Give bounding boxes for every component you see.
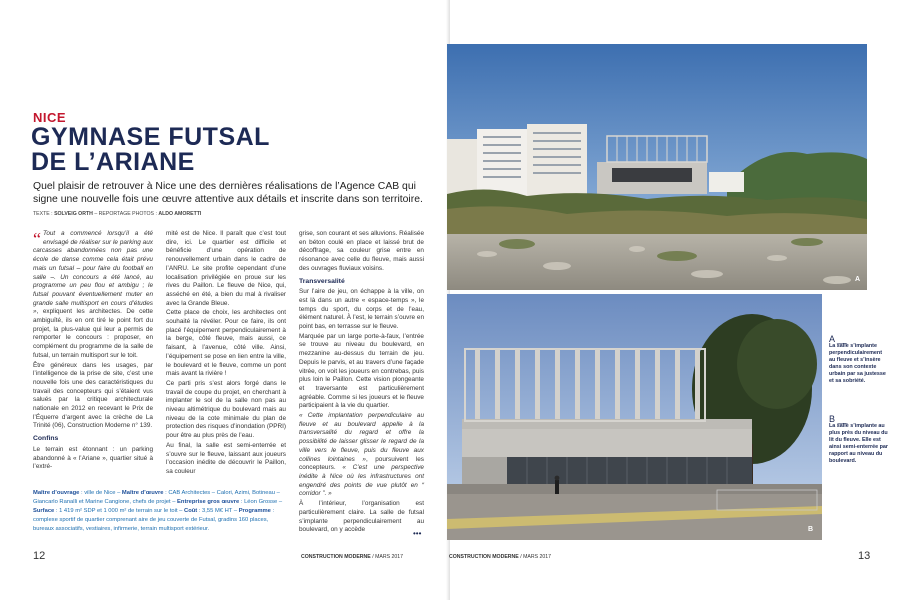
caption-b-letter: B __	[829, 414, 848, 424]
info-label-contractor: Entreprise gros œuvre	[177, 499, 240, 505]
subhead-confins: Confins	[33, 435, 59, 443]
article-title	[31, 125, 270, 175]
credits-photo-author: ALDO AMORETTI	[158, 211, 202, 217]
photo-a-letter: A	[855, 276, 861, 283]
col3-paragraph-1: grise, son courant et ses alluvions. Réalisée en béton coulé en place et laissé brut de décoffrage, sa couleur grise entre en résonance avec celle du fleuve, mais aussi des ouvrages fluviaux voisins.	[299, 230, 424, 272]
page-number-left: 12	[33, 550, 46, 562]
caption-a-letter: A __	[829, 334, 848, 344]
subhead-transversalite: Transversalité	[299, 277, 345, 285]
col3-paragraph-3: Marquée par un large porte-à-faux, l’entrée se trouve au niveau du boulevard, en mezzanine au-dessus du terrain de jeu. Depuis le parvis, et au travers d’une façade vitrée, on voit les joueurs en contrebas, puis plus loin le Paillon. Cette vision plongeante et traversante est particulièrement agréable. Comme si les joueurs et le fleuve participaient à la vie du quartier.	[299, 332, 424, 410]
info-value-owner: : ville de Nice –	[79, 490, 122, 496]
credits-text-label: TEXTE :	[33, 211, 53, 217]
photo-a-illustration	[447, 44, 867, 290]
col2-paragraph-1: mité est de Nice. Il paraît que c’est tout dire, ici. Le quartier est difficile et bénéficie d’une opération de renouvellement urbain dans le cadre de l’ANRU. Le site profite cependant d’une localisation privilégiée en proue sur les rives du Paillon. Le fleuve de Nice, qui, asséché en été, a bien du mal à rivaliser avec la Grande Bleue.	[166, 230, 286, 307]
caption-b-text: La salle s’implante au plus près du niveau du lit du fleuve. Elle est ainsi semi-enterrée par rapport au niveau du boulevard.	[829, 423, 889, 464]
info-value-program: : complexe sportif de quartier comprenant aire de jeu couverte de Futsal, gradins 160 places, bureaux associatifs, vestiaires, infirmerie, terrain multisport extérieur.	[33, 508, 275, 532]
info-label-architect: Maître d’œuvre	[121, 490, 164, 496]
credits-text-author: SOLVEIG ORTH	[54, 211, 93, 217]
col3-quote-1: « Cette implantation perpendiculaire au fleuve et au boulevard appelle à la transversalité du regard et offre la possibilité de laisser glisser le regard de la ville vers le fleuve, puis du fleuve aux collines lointaines »	[299, 412, 424, 463]
col2-paragraph-3: Ce parti pris s’est alors forgé dans le travail de coupe du projet, en cherchant à implanter le sol de la salle non pas au niveau altimétrique du boulevard mais au niveau de la cote minimale du plan de protection des risques d’inondation (PPRI) pour être au plus près de l’eau.	[166, 379, 286, 440]
col1-paragraph-2: Être généreux dans les usages, par l’intelligence de la prise de site, c’est une nouvelle fois une des caractéristiques du travail des concepteurs qui s’étaient vus salués par la critique architecturale nationale en 2012 en recevant le Prix de l’Équerre d’argent avec la crèche de La Trinité (06), Construction Moderne n° 139.	[33, 361, 153, 430]
col3-paragraph-4: , poursuivent les concepteurs.	[299, 455, 424, 472]
section-label: NICE	[33, 110, 67, 125]
col3-quote-2: « C’est une perspective inédite à Nice où les infrastructures ont engendré des points de vue plutôt en “ corridor ”. »	[299, 464, 424, 498]
col1-paragraph-1: , expliquent les architectes. De cette ambiguïté, ils en ont tiré le point fort du projet, la plus-value qui leur a permis de remporter le concours : proposer, en complément du programme de la salle de futsal, un terrain multisport sur le toit.	[33, 308, 153, 359]
body-column-3	[299, 230, 424, 536]
info-value-contractor: : Léon Grosse –	[239, 499, 283, 505]
footer-date-right: / MARS 2017	[518, 554, 552, 560]
opening-quote: Tout a commencé lorsqu’il a été envisagé de réaliser sur le parking aux carcasses abandonnées non pas une école de danse comme cela était prévu mais un futsal – pour faire du football en salle –. Un concours a été lancé, au programme un peu flou et ambigu ; le futsal pouvant éventuellement muter en grande salle multisport en cours d’études »	[33, 230, 153, 316]
photo-b-letter: B	[808, 526, 814, 533]
footer-right	[449, 554, 551, 560]
info-label-cost: Coût	[184, 508, 198, 514]
info-value-cost: : 3,55 M€ HT –	[197, 508, 239, 514]
footer-left	[301, 554, 403, 560]
body-column-2	[166, 230, 286, 478]
col3-paragraph-2: Sur l’aire de jeu, on échappe à la ville, on est là dans un autre « espace-temps », le temps du sport, du corps et de l’eau, élément naturel. À l’est, le terrain s’ouvre en point bas, en terrasse sur le fleuve.	[299, 288, 424, 331]
footer-mag-name-left: CONSTRUCTION MODERNE	[301, 554, 371, 560]
body-column-1	[33, 230, 153, 473]
caption-b	[829, 416, 889, 465]
info-label-owner: Maître d’ouvrage	[33, 490, 80, 496]
col1-paragraph-3: Le terrain est étonnant : un parking abandonné à « l’Ariane », quartier situé à l’extré-	[33, 445, 153, 471]
photo-b-facade-view	[447, 294, 822, 540]
credits-photo-label: – REPORTAGE PHOTOS :	[94, 211, 157, 217]
open-quote-mark: “	[33, 229, 41, 249]
footer-date-left: / MARS 2017	[370, 554, 404, 560]
col2-paragraph-2: Cette place de choix, les architectes ont souhaité la révéler. Pour ce faire, ils ont placé l’équipement perpendiculairement à la berge, côté fleuve, mais aussi, ce faisant, à l’avenue, côté ville. Ainsi, l’équipement se pose en lien entre la ville, le boulevard et le fleuve, comme un pont mais avant la rivière !	[166, 309, 286, 378]
photo-b-illustration	[447, 294, 822, 540]
info-value-surface: : 1 419 m² SDP et 1 000 m² de terrain sur le toit –	[54, 508, 185, 514]
credits-line	[33, 211, 201, 217]
caption-a-text: La salle s’implante perpendiculairement au fleuve et s’insère dans son contexte urbain par sa justesse et sa sobriété.	[829, 343, 886, 384]
col3-paragraph-5: À l’intérieur, l’organisation est particulièrement claire. La salle de futsal s’implante perpendiculairement au boulevard, on y accède	[299, 500, 424, 534]
info-label-surface: Surface	[33, 508, 55, 514]
footer-mag-name-right: CONSTRUCTION MODERNE	[449, 554, 519, 560]
info-label-program: Programme	[238, 508, 271, 514]
title-line-1: GYMNASE FUTSAL	[31, 123, 270, 151]
col2-paragraph-4: Au final, la salle est semi-enterrée et s’ouvre sur le fleuve, laissant aux joueurs l’occasion inédite de découvrir le Paillon, sa couleur	[166, 441, 286, 475]
intro-paragraph: Quel plaisir de retrouver à Nice une des dernières réalisations de l’Agence CAB qui signe une nouvelle fois une œuvre attentive aux détails et inscrite dans son territoire.	[33, 181, 423, 205]
continued-marker: •••	[413, 529, 422, 538]
info-value-architect: : CAB Architectes – Calori, Azimi, Botineau – Giancarlo Ranalli et Marine Cangione, chefs de projet –	[33, 490, 280, 505]
page-number-right: 13	[858, 550, 871, 562]
caption-a	[829, 336, 889, 385]
project-info-box	[33, 489, 285, 534]
photo-a-river-view	[447, 44, 867, 290]
title-line-2: DE L’ARIANE	[31, 148, 195, 176]
